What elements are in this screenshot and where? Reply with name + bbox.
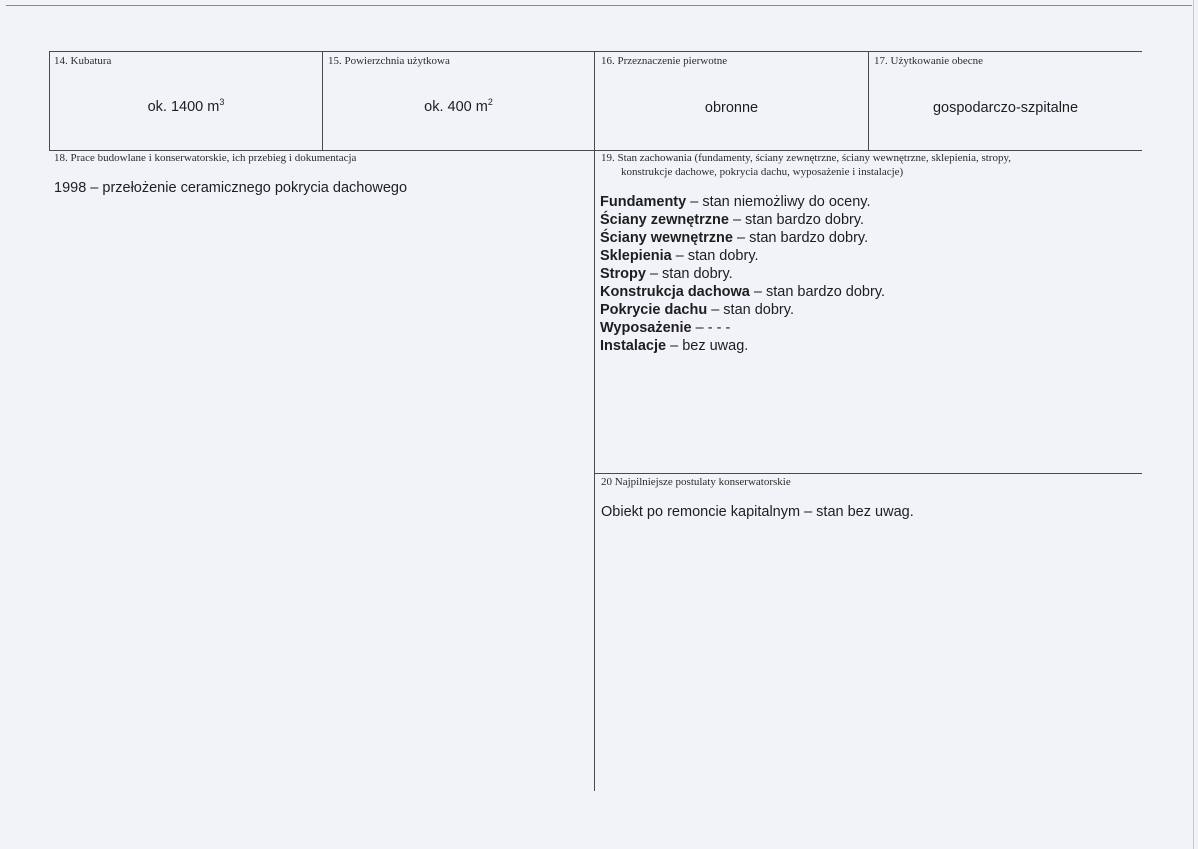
condition-status: – bez uwag. (666, 338, 749, 354)
page-top-rule (6, 5, 1192, 6)
condition-item-wyposazenie (600, 319, 885, 337)
condition-status: – stan dobry. (645, 266, 733, 282)
field-15-value-text: ok. 400 m (424, 99, 488, 115)
field-15-value-exponent: 2 (487, 97, 493, 108)
condition-item-sklepienia (600, 247, 885, 265)
condition-name: Wyposażenie (600, 320, 692, 336)
field-19-20-divider (594, 473, 1142, 474)
condition-status: – stan bardzo dobry. (732, 230, 869, 246)
condition-status: – stan bardzo dobry. (749, 284, 886, 300)
condition-item-sciany-wewnetrzne (600, 229, 885, 247)
field-14-value-text: ok. 1400 m (147, 99, 220, 115)
field-20-value: Obiekt po remoncie kapitalnym – stan bez uwag. (601, 504, 914, 520)
condition-status: – stan niemożliwy do oceny. (686, 194, 871, 210)
table-top-border (49, 51, 1142, 52)
field-20-label: 20 Najpilniejsze postulaty konserwatorskie (601, 476, 791, 488)
field-14-value (50, 99, 322, 115)
field-16-label: 16. Przeznaczenie pierwotne (601, 55, 728, 67)
field-16-value: obronne (704, 100, 759, 116)
condition-item-fundamenty (600, 193, 885, 211)
condition-name: Konstrukcja dachowa (600, 284, 750, 300)
page-right-edge (1193, 0, 1194, 849)
field-14-value-exponent: 3 (219, 97, 225, 108)
field-15-value (323, 99, 594, 115)
field-18-entry: 1998 – przełożenie ceramicznego pokrycia dachowego (54, 180, 408, 196)
condition-item-pokrycie-dachu (600, 301, 885, 319)
column-divider-15-16 (594, 51, 595, 791)
field-19-label-line2: konstrukcje dachowe, pokrycia dachu, wyposażenie i instalacje) (621, 166, 904, 178)
condition-name: Fundamenty (600, 194, 687, 210)
condition-item-sciany-zewnetrzne (600, 211, 885, 229)
condition-name: Ściany wewnętrzne (600, 230, 733, 246)
condition-name: Pokrycie dachu (600, 302, 708, 318)
condition-status: – - - - (691, 320, 731, 336)
condition-item-konstrukcja-dachowa (600, 283, 885, 301)
field-17-label: 17. Użytkowanie obecne (874, 55, 984, 67)
field-19-label-line1: 19. Stan zachowania (fundamenty, ściany zewnętrzne, ściany wewnętrzne, sklepienia, stropy, (601, 152, 1012, 164)
field-17-value: gospodarczo-szpitalne (932, 100, 1079, 116)
condition-name: Instalacje (600, 338, 667, 354)
table-row-divider (49, 150, 1142, 151)
condition-list (600, 193, 885, 355)
field-15-label: 15. Powierzchnia użytkowa (328, 55, 450, 67)
condition-item-stropy (600, 265, 885, 283)
condition-name: Ściany zewnętrzne (600, 212, 729, 228)
condition-status: – stan dobry. (707, 302, 794, 318)
condition-status: – stan dobry. (671, 248, 759, 264)
condition-item-instalacje (600, 337, 885, 355)
condition-status: – stan bardzo dobry. (728, 212, 865, 228)
condition-name: Sklepienia (600, 248, 672, 264)
field-14-label: 14. Kubatura (54, 55, 112, 67)
field-18-label: 18. Prace budowlane i konserwatorskie, ich przebieg i dokumentacja (54, 152, 357, 164)
condition-name: Stropy (600, 266, 646, 282)
